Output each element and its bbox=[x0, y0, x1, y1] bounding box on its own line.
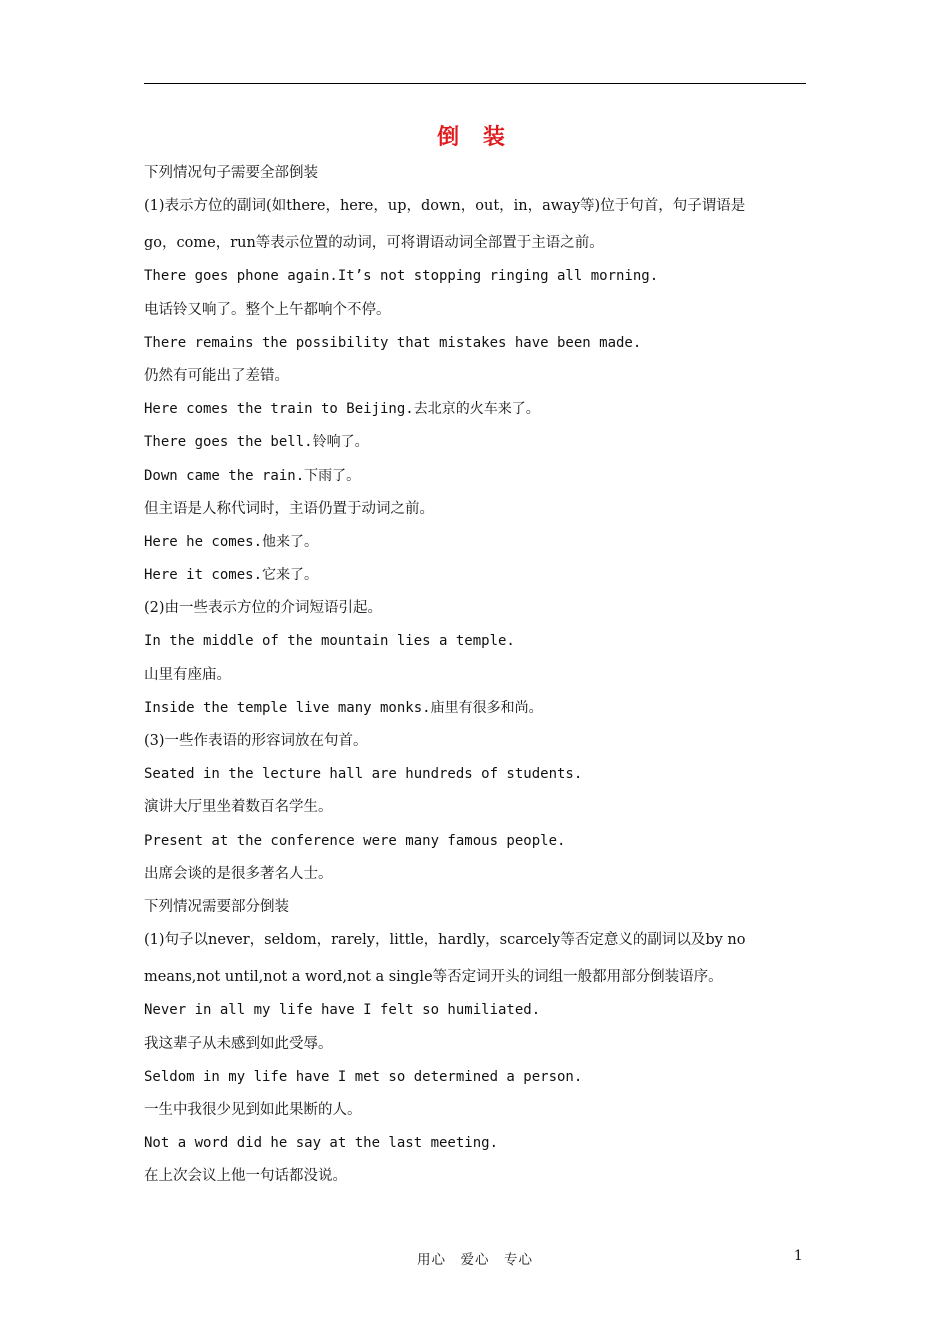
example-sentence: Present at the conference were many famous people. bbox=[144, 832, 566, 849]
example-sentence: Here he comes.他来了。 bbox=[144, 533, 319, 550]
example-translation: 我这辈子从未感到如此受辱。 bbox=[144, 1035, 333, 1052]
rule-paragraph-cont: go，come，run等表示位置的动词，可将谓语动词全部置于主语之前。 bbox=[144, 235, 604, 252]
example-sentence: There goes phone again.It’s not stopping ringing all morning. bbox=[144, 268, 659, 285]
rule-paragraph: (1)表示方位的副词(如there，here，up，down，out，in，away等)位于句首，句子谓语是 bbox=[144, 198, 746, 215]
rule-paragraph: (3)一些作表语的形容词放在句首。 bbox=[144, 733, 368, 749]
example-sentence: Never in all my life have I felt so humiliated. bbox=[144, 1002, 541, 1019]
example-sentence: Seated in the lecture hall are hundreds of students. bbox=[144, 766, 583, 783]
example-translation: 在上次会议上他一句话都没说。 bbox=[144, 1168, 347, 1185]
header-rule bbox=[144, 83, 806, 84]
page-number: 1 bbox=[794, 1248, 803, 1264]
example-translation: 仍然有可能出了差错。 bbox=[144, 367, 289, 384]
example-sentence: There remains the possibility that mistakes have been made. bbox=[144, 334, 642, 351]
example-sentence: There goes the bell.铃响了。 bbox=[144, 434, 369, 451]
example-sentence: Down came the rain.下雨了。 bbox=[144, 467, 361, 484]
example-sentence: Here it comes.它来了。 bbox=[144, 567, 319, 584]
rule-note: 但主语是人称代词时，主语仍置于动词之前。 bbox=[144, 500, 434, 517]
example-translation: 电话铃又响了。整个上午都响个不停。 bbox=[144, 301, 391, 318]
example-sentence: In the middle of the mountain lies a temple. bbox=[144, 633, 515, 650]
rule-paragraph: (1)句子以never，seldom，rarely，little，hardly，scarcely等否定意义的副词以及by no bbox=[144, 932, 746, 949]
document-body bbox=[144, 160, 808, 1196]
section-heading: 下列情况需要部分倒装 bbox=[144, 898, 289, 915]
example-translation: 演讲大厅里坐着数百名学生。 bbox=[144, 799, 333, 816]
example-translation: 山里有座庙。 bbox=[144, 666, 231, 683]
example-sentence: Here comes the train to Beijing.去北京的火车来了。 bbox=[144, 401, 540, 418]
footer-motto: 用心 爱心 专心 bbox=[417, 1252, 533, 1268]
example-translation: 一生中我很少见到如此果断的人。 bbox=[144, 1101, 362, 1118]
example-sentence: Not a word did he say at the last meeting. bbox=[144, 1135, 499, 1152]
example-sentence: Seldom in my life have I met so determined a person. bbox=[144, 1068, 583, 1085]
example-translation: 出席会谈的是很多著名人士。 bbox=[144, 865, 333, 882]
rule-paragraph-cont: means,not until,not a word,not a single等否定词开头的词组一般都用部分倒装语序。 bbox=[144, 969, 723, 986]
example-sentence: Inside the temple live many monks.庙里有很多和尚。 bbox=[144, 699, 543, 716]
rule-paragraph: (2)由一些表示方位的介词短语引起。 bbox=[144, 600, 383, 617]
page-title: 倒 装 bbox=[437, 124, 513, 150]
section-heading: 下列情况句子需要全部倒装 bbox=[144, 165, 318, 181]
